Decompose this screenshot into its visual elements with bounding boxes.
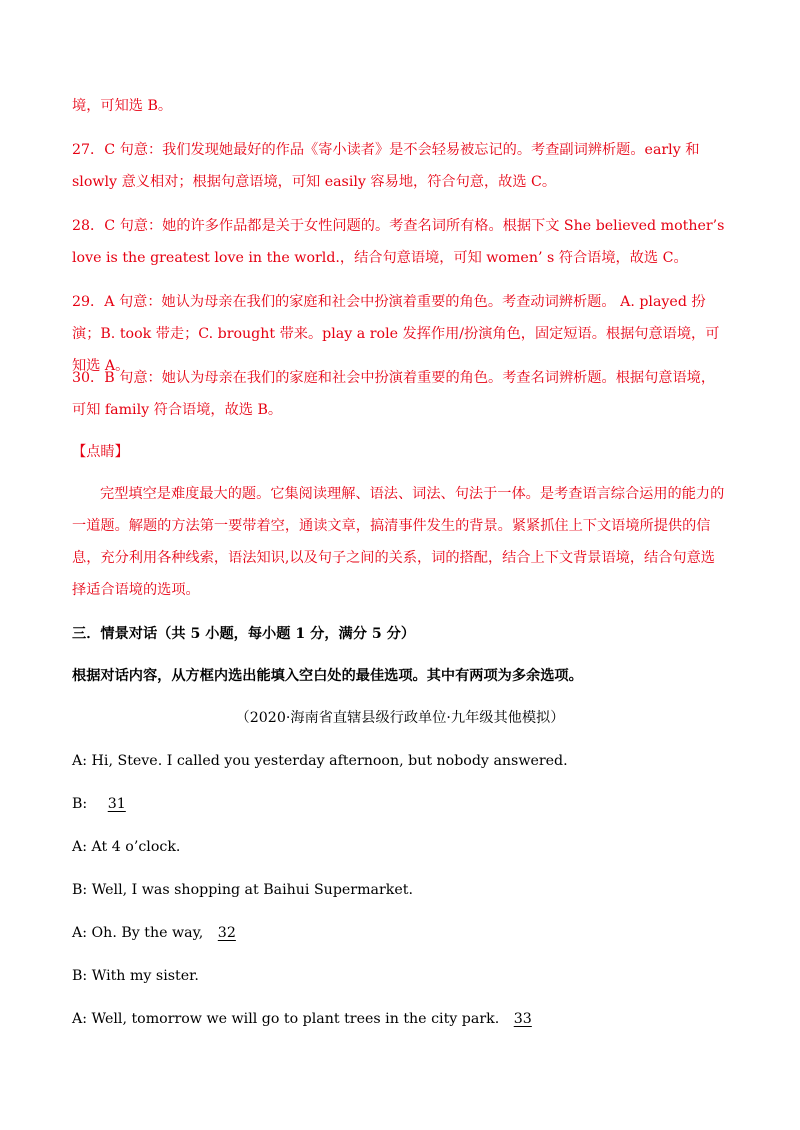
dialogue-speaker: A: <box>72 753 88 769</box>
dialogue-text: Oh. By the way, <box>91 925 208 941</box>
dialogue-speaker: B: <box>72 968 88 984</box>
dialogue-speaker: B: <box>72 796 88 812</box>
dialogue-line-7 <box>72 1009 728 1029</box>
explanation-28: 28．C 句意：她的许多作品都是关于女性问题的。考查名词所有格。根据下文 She believed mother’s love is the greatest love in the world.，结合句意语境，可知 women’ s 符合语境，故选 C。 <box>72 218 725 266</box>
section-instruction: 根据对话内容，从方框内选出能填入空白处的最佳选项。其中有两项为多余选项。 <box>72 668 583 684</box>
tips-heading: 【点睛】 <box>72 444 129 460</box>
answer-blank-33[interactable]: 33 <box>513 1011 532 1027</box>
dialogue-line-2 <box>72 794 728 814</box>
dialogue-line-4 <box>72 880 728 900</box>
answer-blank-32[interactable]: 32 <box>217 925 236 941</box>
explanation-27: 27．C 句意：我们发现她最好的作品《寄小读者》是不会轻易被忘记的。考查副词辨析题。early 和 slowly 意义相对；根据句意语境，可知 easily 容易地，符合句意，故选 C。 <box>72 142 700 190</box>
dialogue-speaker: B: <box>72 882 88 898</box>
dialogue-speaker: A: <box>72 1011 88 1027</box>
dialogue-speaker: A: <box>72 925 88 941</box>
dialogue-text: Well, I was shopping at Baihui Supermarket. <box>91 882 413 898</box>
dialogue-line-3 <box>72 837 728 857</box>
dialogue-line-6 <box>72 966 728 986</box>
dialogue-line-1 <box>72 751 728 771</box>
dialogue-line-5 <box>72 923 728 943</box>
section-title: 三．情景对话（共 5 小题，每小题 1 分，满分 5 分） <box>72 626 416 642</box>
explanation-continued: 境，可知选 B。 <box>72 98 173 114</box>
dialogue-speaker: A: <box>72 839 88 855</box>
answer-blank-31[interactable]: 31 <box>107 796 126 812</box>
question-source: （2020·海南省直辖县级行政单位·九年级其他模拟） <box>235 710 565 726</box>
dialogue-text: Hi, Steve. I called you yesterday afternoon, but nobody answered. <box>91 753 568 769</box>
explanation-30: 30．B 句意：她认为母亲在我们的家庭和社会中扮演着重要的角色。考查名词辨析题。根据句意语境，可知 family 符合语境，故选 B。 <box>72 370 716 418</box>
dialogue-text: At 4 o’clock. <box>91 839 181 855</box>
dialogue-text: Well, tomorrow we will go to plant trees in the city park. <box>91 1011 504 1027</box>
dialogue-text: With my sister. <box>91 968 199 984</box>
tips-body: 完型填空是难度最大的题。它集阅读理解、语法、词法、句法于一体。是考查语言综合运用的能力的一道题。解题的方法第一要带着空，通读文章，搞清事件发生的背景。紧紧抓住上下文语境所提供的信息，充分利用各种线索，语法知识,以及句子之间的关系，词的搭配，结合上下文背景语境，结合句意选择适合语境的选项。 <box>72 486 725 598</box>
explanation-29: 29．A 句意：她认为母亲在我们的家庭和社会中扮演着重要的角色。考查动词辨析题。 A. played 扮演；B. took 带走；C. brought 带来。play a role 发挥作用/扮演角色，固定短语。根据句意语境，可知选 A。 <box>72 294 720 374</box>
